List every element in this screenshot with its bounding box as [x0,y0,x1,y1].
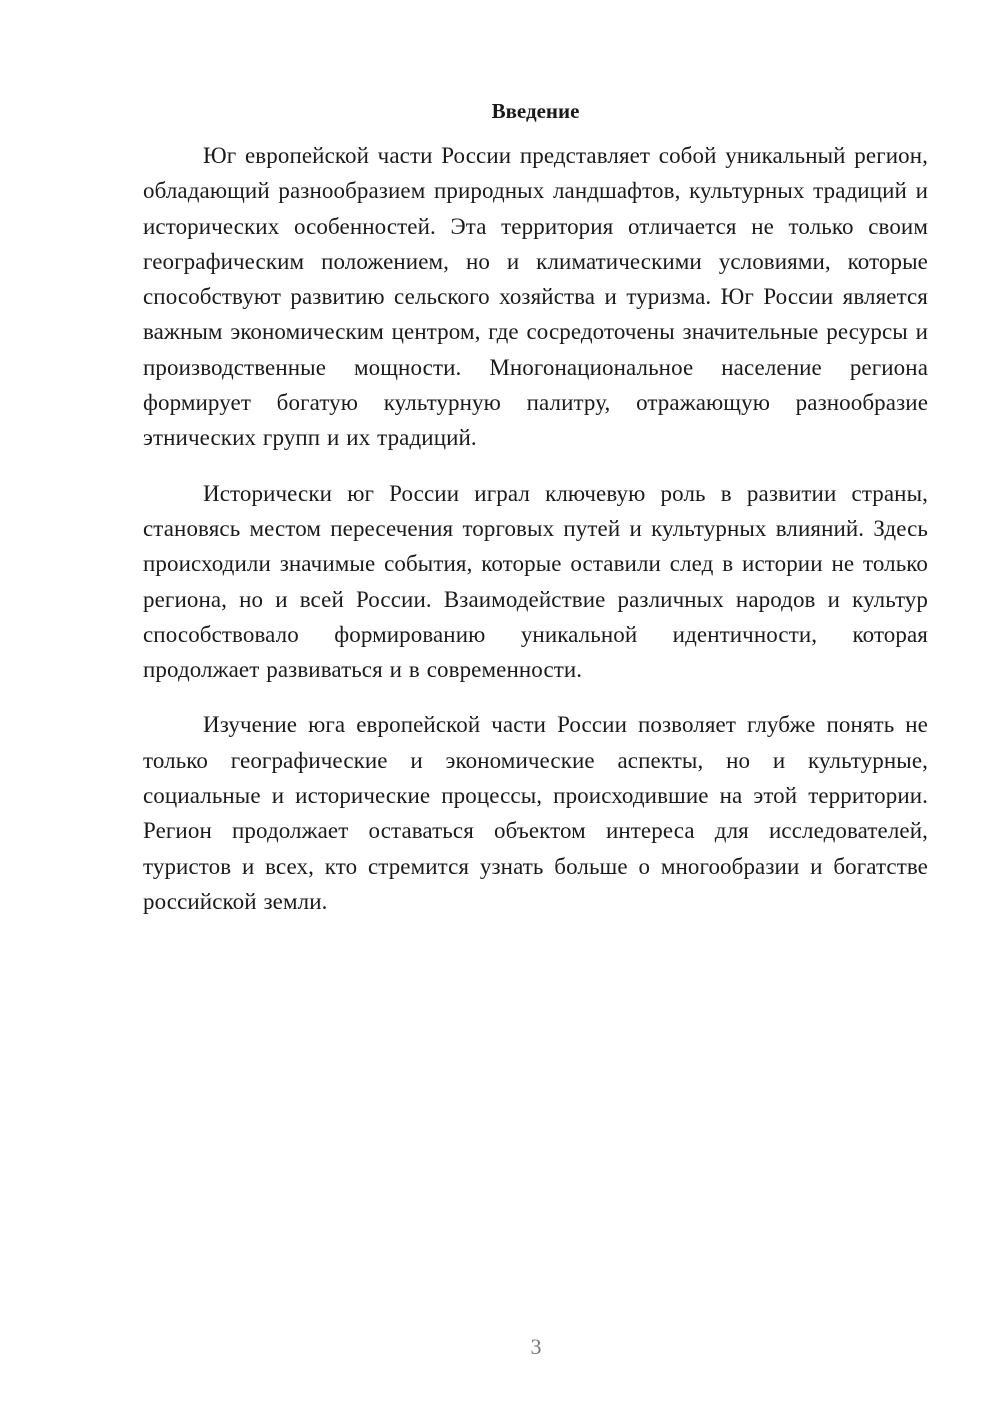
paragraph-3: Изучение юга европейской части России позволяет глубже понять не только географические и экономические аспекты, но и культурные, социальные и исторические процессы, происходившие на этой территории. Регион продолжает оставаться объектом интереса для исследователей, туристов и всех, кто стремится узнать больше о многообразии и богатстве российской земли. [143,712,928,914]
page-number: 3 [530,1334,542,1359]
section-title: Введение [491,99,580,123]
document-body [143,96,928,939]
paragraph-2: Исторически юг России играл ключевую роль в развитии страны, становясь местом пересечения торговых путей и культурных влияний. Здесь происходили значимые события, которые оставили след в истории не только региона, но и всей России. Взаимодействие различных народов и культур способствовало формированию уникальной идентичности, которая продолжает развиваться и в современности. [143,480,928,683]
paragraph-1: Юг европейской части России представляет собой уникальный регион, обладающий разнообразием природных ландшафтов, культурных традиций и исторических особенностей. Эта территория отличается не только своим географическим положением, но и климатическими условиями, которые способствуют развитию сельского хозяйства и туризма. Юг России является важным экономическим центром, где сосредоточены значительные ресурсы и производственные мощности. Многонациональное население региона формирует богатую культурную палитру, отражающую разнообразие этнических групп и их традиций. [143,143,928,451]
